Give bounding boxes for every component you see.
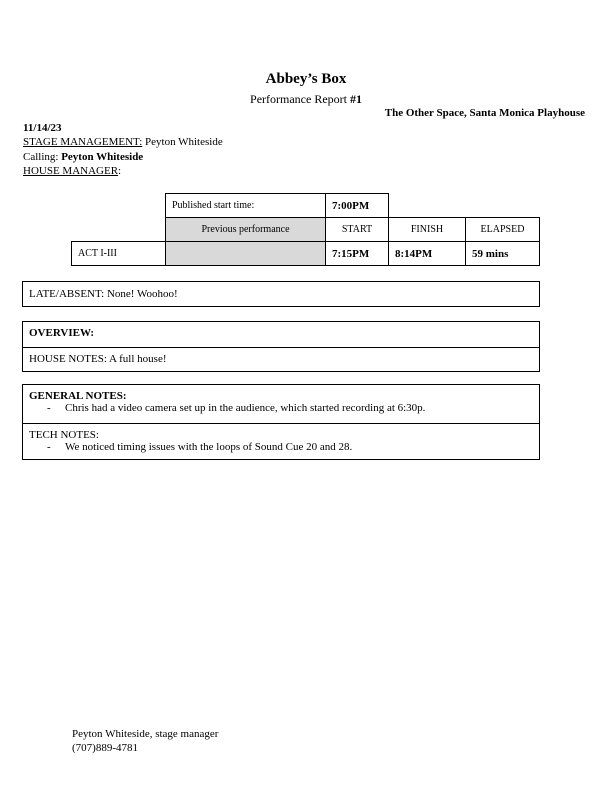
tech-note-text: We noticed timing issues with the loops of Sound Cue 20 and 28. [65,441,353,453]
stage-management-label: STAGE MANAGEMENT: [23,136,143,148]
act-elapsed-time: 59 mins [465,241,540,266]
bullet-dash: - [47,402,51,414]
general-note-item [29,402,533,414]
house-manager-line [23,165,121,177]
calling-name: Peyton Whiteside [61,151,144,163]
phone-number: (707)889-4781 [72,742,138,754]
general-note-text: Chris had a video camera set up in the audience, which started recording at 6:30p. [65,402,426,414]
house-manager-label: HOUSE MANAGER [23,165,119,177]
tech-note-item [29,441,533,453]
overview-heading: OVERVIEW: [29,327,95,339]
report-date: 11/14/23 [23,122,62,134]
act-label: ACT I-III [71,241,166,266]
stage-management-line [23,136,223,148]
late-absent-text: LATE/ABSENT: None! Woohoo! [29,288,178,300]
calling-label: Calling: [23,151,62,163]
venue-name: The Other Space, Santa Monica Playhouse [384,107,585,119]
house-manager-suffix: : [118,165,122,177]
overview-box [22,321,540,372]
col-start-header: START [325,217,389,242]
stage-management-name: Peyton Whiteside [142,136,223,148]
tech-notes-heading: TECH NOTES: [29,429,99,441]
general-notes-heading: GENERAL NOTES: [29,390,127,402]
act-start-time: 7:15PM [325,241,389,266]
col-elapsed-header: ELAPSED [465,217,540,242]
previous-performance-label: Previous performance [165,217,326,242]
act-finish-time: 8:14PM [388,241,466,266]
signature-line: Peyton Whiteside, stage manager [72,728,219,740]
published-start-value: 7:00PM [325,193,389,218]
tech-notes-section [23,423,539,459]
notes-box [22,384,540,460]
late-absent-box [22,281,540,307]
bullet-dash: - [47,441,51,453]
report-title: Abbey’s Box [265,71,347,87]
previous-performance-cell [165,241,326,266]
calling-line [23,151,143,163]
col-finish-header: FINISH [388,217,466,242]
house-notes: HOUSE NOTES: A full house! [23,347,539,371]
report-label: Performance Report [250,92,350,106]
published-start-label: Published start time: [165,193,326,218]
report-number: #1 [349,92,362,106]
report-subtitle [0,92,612,107]
general-notes-section [23,385,539,423]
